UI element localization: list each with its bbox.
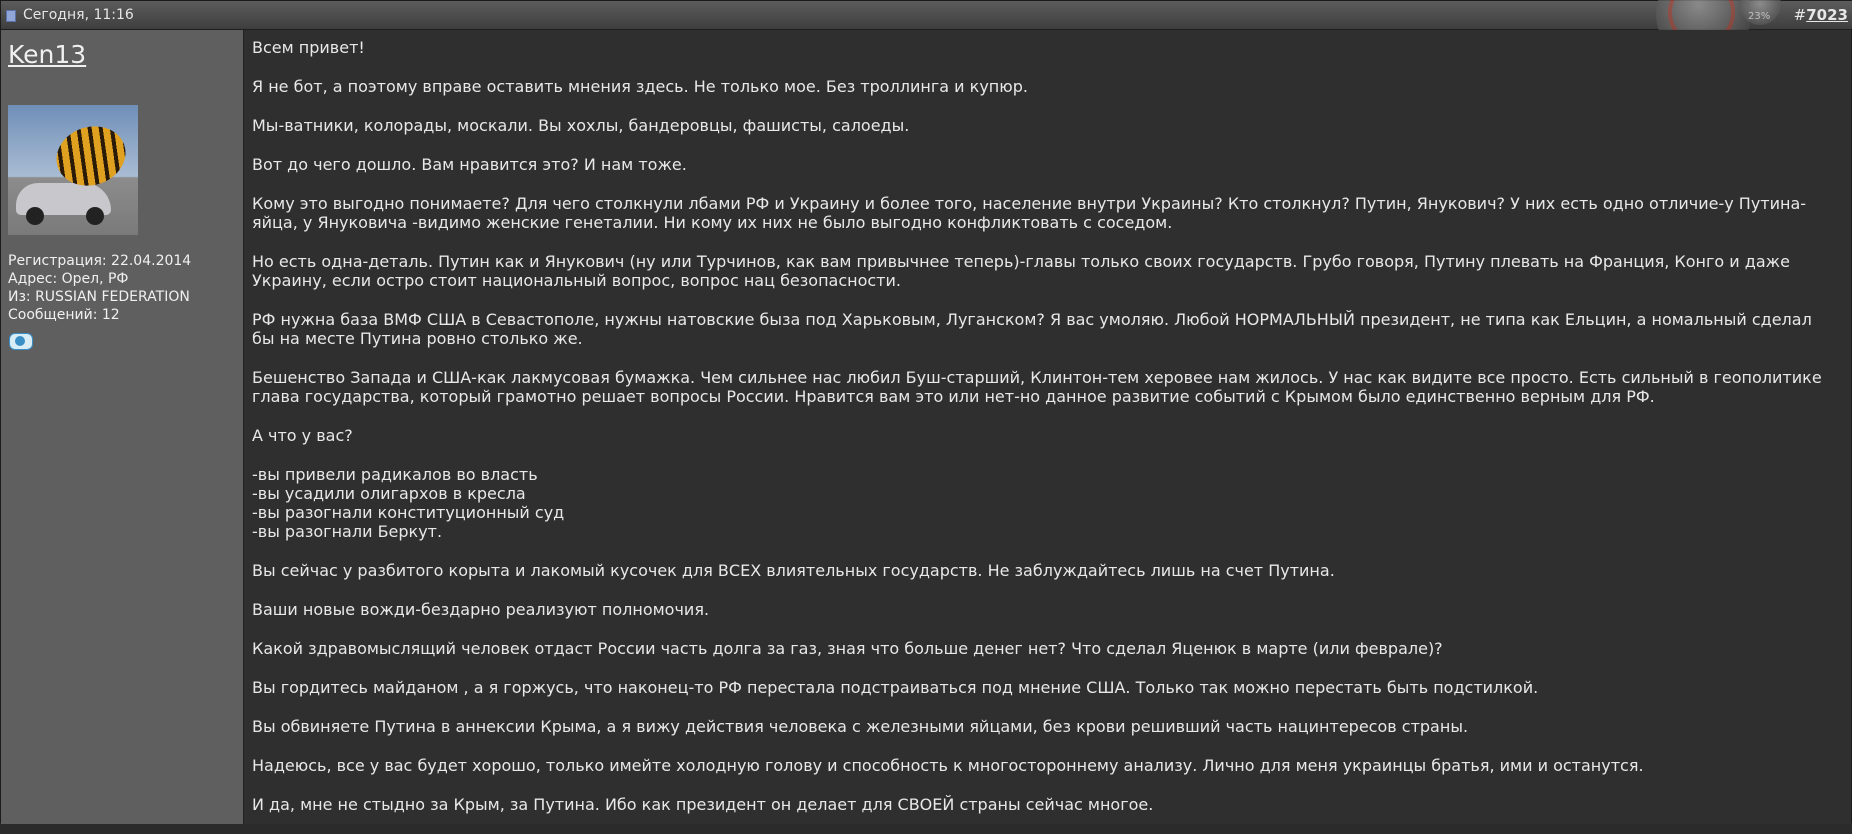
message-paragraph: Вы гордитесь майданом , а я горжусь, что наконец-то РФ перестала подстраиваться под мнение США. Только так можно перестать быть подстилкой. [252,678,1539,697]
post-content [244,30,1851,824]
message-paragraph: Ваши новые вожди-бездарно реализуют полномочия. [252,600,710,619]
private-message-icon[interactable] [9,330,35,352]
message-paragraph: Надеюсь, все у вас будет хорошо, только имейте холодную голову и способность к многостороннему анализу. Лично для меня украинцы братья, ими и останутся. [252,756,1644,775]
author-from: Из: RUSSIAN FEDERATION [8,289,190,305]
message-paragraph: Мы-ватники, колорады, москали. Вы хохлы, бандеровцы, фашисты, салоеды. [252,116,910,135]
author-info [8,252,191,324]
author-registration: Регистрация: 22.04.2014 [8,253,192,269]
message-paragraph: И да, мне не стыдно за Крым, за Путина. Ибо как президент он делает для СВОЕЙ страны сейчас многое. [252,795,1154,814]
message-paragraph: Но есть одна-деталь. Путин как и Янукович (ну или Турчинов, как вам привычнее теперь)-главы только своих государств. Грубо говоря, Путину плевать на Франция, Конго и даже Украину, если остро стоит национальный вопрос, вопрос нац безопасности. [252,252,1790,290]
message-paragraph: Кому это выгодно понимаете? Для чего столкнули лбами РФ и Украину и более того, население внутри Украины? Кто столкнул? Путин, Янукович? У них есть одно отличие-у Путина- яйца, у Януковича -видимо женские генеталии. Ни кому их них не было выгодно конфликтовать с соседом. [252,194,1807,232]
message-paragraph: А что у вас? [252,426,353,445]
author-messages: Сообщений: 12 [8,307,120,323]
avatar[interactable] [8,105,138,235]
author-sidebar [1,30,244,824]
author-name-link[interactable]: Ken13 [8,40,87,69]
message-paragraph: Бешенство Запада и США-как лакмусовая бумажка. Чем сильнее нас любил Буш-старший, Клинтон-тем херовее нам жилось. У нас как видите все просто. Есть сильный в геополитике глава государства, который грамотно решает вопросы России. Нравится вам это или нет-но данное развитие событий с Крымом было единственно верным для РФ. [252,368,1822,406]
author-address: Адрес: Орел, РФ [8,271,129,287]
post-date: Сегодня, 11:16 [23,7,134,23]
message-paragraph: Вы обвиняете Путина в аннексии Крыма, а я вижу действия человека с железными яйцами, без крови решивший часть нацинтересов страны. [252,717,1469,736]
post-number-link[interactable]: 7023 [1806,6,1848,24]
message-paragraph: Какой здравомыслящий человек отдаст России часть долга за газ, зная что больше денег нет? Что сделал Яценюк в марте (или феврале)? [252,639,1443,658]
message-paragraph: Всем привет! [252,38,365,57]
post-number: #7023 [1793,6,1848,24]
message-paragraph: -вы привели радикалов во власть -вы усадили олигархов в кресла -вы разогнали конституционный суд -вы разогнали Беркут. [252,465,565,541]
message-paragraph: Я не бот, а поэтому вправе оставить мнения здесь. Не только мое. Без троллинга и купюр. [252,77,1028,96]
post-icon [6,10,16,22]
message-paragraph: Вы сейчас у разбитого корыта и лакомый кусочек для ВСЕХ влиятельных государств. Не заблуждайтесь лишь на счет Путина. [252,561,1335,580]
message-paragraph: Вот до чего дошло. Вам нравится это? И нам тоже. [252,155,687,174]
message-body [252,38,1842,834]
gauge2-percent: 23% [1748,11,1771,22]
post-header [1,1,1852,30]
message-paragraph: РФ нужна база ВМФ США в Севастополе, нужны натовские быза под Харьковым, Луганском? Я вас умоляю. Любой НОРМАЛЬНЫЙ президент, не типа как Ельцин, а номальный сделал бы на месте Путина ровно столько же. [252,310,1812,348]
